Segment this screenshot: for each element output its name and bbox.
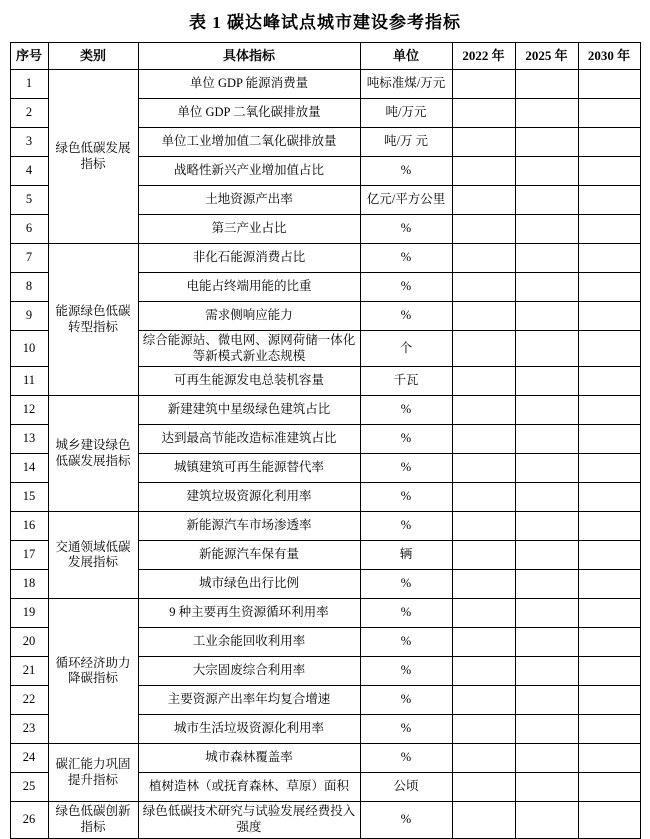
- row-value-2030[interactable]: [578, 273, 640, 302]
- row-indicator: 非化石能源消费占比: [138, 244, 360, 273]
- row-seq: 23: [10, 715, 48, 744]
- row-indicator: 绿色低碳技术研究与试验发展经费投入强度: [138, 802, 360, 838]
- row-unit: %: [360, 215, 452, 244]
- row-seq: 26: [10, 802, 48, 838]
- column-header-unit: 单位: [360, 43, 452, 70]
- row-unit: %: [360, 628, 452, 657]
- table-row: [10, 744, 640, 773]
- row-seq: 15: [10, 483, 48, 512]
- row-value-2022[interactable]: [452, 686, 515, 715]
- row-value-2025[interactable]: [515, 331, 578, 367]
- row-seq: 17: [10, 541, 48, 570]
- row-unit: %: [360, 715, 452, 744]
- row-seq: 21: [10, 657, 48, 686]
- row-value-2025[interactable]: [515, 483, 578, 512]
- table-row: [10, 244, 640, 273]
- row-value-2025[interactable]: [515, 599, 578, 628]
- row-value-2030[interactable]: [578, 425, 640, 454]
- row-value-2030[interactable]: [578, 628, 640, 657]
- row-indicator: 单位工业增加值二氧化碳排放量: [138, 128, 360, 157]
- row-unit: 个: [360, 331, 452, 367]
- category-cell: 循环经济助力降碳指标: [48, 599, 138, 744]
- row-unit: %: [360, 570, 452, 599]
- category-cell: 能源绿色低碳转型指标: [48, 244, 138, 396]
- row-indicator: 9 种主要再生资源循环利用率: [138, 599, 360, 628]
- row-seq: 11: [10, 367, 48, 396]
- page-title: 表 1 碳达峰试点城市建设参考指标: [189, 13, 461, 32]
- row-value-2022[interactable]: [452, 273, 515, 302]
- row-indicator: 城市森林覆盖率: [138, 744, 360, 773]
- row-value-2030[interactable]: [578, 802, 640, 838]
- row-value-2022[interactable]: [452, 331, 515, 367]
- row-value-2022[interactable]: [452, 512, 515, 541]
- row-seq: 8: [10, 273, 48, 302]
- row-unit: %: [360, 425, 452, 454]
- row-unit: %: [360, 244, 452, 273]
- row-indicator: 可再生能源发电总装机容量: [138, 367, 360, 396]
- row-unit: %: [360, 744, 452, 773]
- row-value-2022[interactable]: [452, 483, 515, 512]
- row-value-2030[interactable]: [578, 186, 640, 215]
- row-seq: 12: [10, 396, 48, 425]
- category-cell: 城乡建设绿色低碳发展指标: [48, 396, 138, 512]
- category-cell: 交通领域低碳发展指标: [48, 512, 138, 599]
- row-value-2022[interactable]: [452, 302, 515, 331]
- row-value-2025[interactable]: [515, 686, 578, 715]
- row-value-2025[interactable]: [515, 186, 578, 215]
- row-seq: 2: [10, 99, 48, 128]
- row-value-2030[interactable]: [578, 454, 640, 483]
- row-value-2022[interactable]: [452, 215, 515, 244]
- row-indicator: 城市绿色出行比例: [138, 570, 360, 599]
- row-indicator: 城镇建筑可再生能源替代率: [138, 454, 360, 483]
- row-value-2025[interactable]: [515, 773, 578, 802]
- indicator-table: [10, 42, 641, 839]
- row-indicator: 城市生活垃圾资源化利用率: [138, 715, 360, 744]
- row-value-2030[interactable]: [578, 686, 640, 715]
- table-header-row: [10, 43, 640, 70]
- row-value-2030[interactable]: [578, 157, 640, 186]
- row-unit: 亿元/平方公里: [360, 186, 452, 215]
- table-body: [10, 70, 640, 839]
- row-value-2025[interactable]: [515, 744, 578, 773]
- table-row: [10, 70, 640, 99]
- category-cell: 碳汇能力巩固提升指标: [48, 744, 138, 802]
- row-value-2022[interactable]: [452, 541, 515, 570]
- row-indicator: 战略性新兴产业增加值占比: [138, 157, 360, 186]
- table-row: [10, 802, 640, 838]
- row-value-2025[interactable]: [515, 99, 578, 128]
- row-seq: 20: [10, 628, 48, 657]
- row-value-2025[interactable]: [515, 802, 578, 838]
- row-unit: %: [360, 686, 452, 715]
- row-unit: %: [360, 599, 452, 628]
- row-value-2030[interactable]: [578, 396, 640, 425]
- row-value-2025[interactable]: [515, 302, 578, 331]
- row-unit: 吨/万元: [360, 99, 452, 128]
- row-value-2025[interactable]: [515, 244, 578, 273]
- column-header-seq: 序号: [10, 43, 48, 70]
- row-value-2025[interactable]: [515, 570, 578, 599]
- row-value-2025[interactable]: [515, 215, 578, 244]
- row-seq: 16: [10, 512, 48, 541]
- row-value-2030[interactable]: [578, 541, 640, 570]
- row-value-2030[interactable]: [578, 512, 640, 541]
- row-unit: %: [360, 483, 452, 512]
- row-value-2025[interactable]: [515, 541, 578, 570]
- row-value-2030[interactable]: [578, 215, 640, 244]
- row-value-2022[interactable]: [452, 599, 515, 628]
- row-value-2030[interactable]: [578, 128, 640, 157]
- row-value-2030[interactable]: [578, 483, 640, 512]
- row-seq: 9: [10, 302, 48, 331]
- row-indicator: 需求侧响应能力: [138, 302, 360, 331]
- column-header-indicator: 具体指标: [138, 43, 360, 70]
- row-value-2025[interactable]: [515, 425, 578, 454]
- column-header-year-2022: 2022 年: [452, 43, 515, 70]
- row-value-2022[interactable]: [452, 715, 515, 744]
- row-indicator: 工业余能回收利用率: [138, 628, 360, 657]
- column-header-year-2030: 2030 年: [578, 43, 640, 70]
- row-seq: 25: [10, 773, 48, 802]
- table-row: [10, 512, 640, 541]
- row-unit: %: [360, 396, 452, 425]
- row-value-2025[interactable]: [515, 715, 578, 744]
- row-seq: 10: [10, 331, 48, 367]
- row-value-2030[interactable]: [578, 599, 640, 628]
- row-unit: 辆: [360, 541, 452, 570]
- row-value-2025[interactable]: [515, 454, 578, 483]
- row-value-2025[interactable]: [515, 657, 578, 686]
- row-indicator: 主要资源产出率年均复合增速: [138, 686, 360, 715]
- row-value-2022[interactable]: [452, 425, 515, 454]
- row-indicator: 植树造林（或抚育森林、草原）面积: [138, 773, 360, 802]
- row-seq: 18: [10, 570, 48, 599]
- row-value-2022[interactable]: [452, 454, 515, 483]
- row-value-2025[interactable]: [515, 512, 578, 541]
- row-value-2030[interactable]: [578, 99, 640, 128]
- row-indicator: 建筑垃圾资源化利用率: [138, 483, 360, 512]
- row-seq: 13: [10, 425, 48, 454]
- table-row: [10, 396, 640, 425]
- row-value-2022[interactable]: [452, 186, 515, 215]
- row-indicator: 第三产业占比: [138, 215, 360, 244]
- row-indicator: 电能占终端用能的比重: [138, 273, 360, 302]
- row-seq: 19: [10, 599, 48, 628]
- row-indicator: 土地资源产出率: [138, 186, 360, 215]
- column-header-category: 类别: [48, 43, 138, 70]
- row-value-2022[interactable]: [452, 802, 515, 838]
- row-indicator: 综合能源站、微电网、源网荷储一体化等新模式新业态规模: [138, 331, 360, 367]
- row-value-2025[interactable]: [515, 128, 578, 157]
- row-indicator: 单位 GDP 能源消费量: [138, 70, 360, 99]
- row-value-2022[interactable]: [452, 744, 515, 773]
- row-value-2022[interactable]: [452, 396, 515, 425]
- row-indicator: 新建建筑中星级绿色建筑占比: [138, 396, 360, 425]
- row-value-2030[interactable]: [578, 570, 640, 599]
- row-value-2030[interactable]: [578, 367, 640, 396]
- row-value-2022[interactable]: [452, 99, 515, 128]
- row-indicator: 大宗固废综合利用率: [138, 657, 360, 686]
- row-unit: %: [360, 454, 452, 483]
- row-value-2022[interactable]: [452, 367, 515, 396]
- row-indicator: 新能源汽车市场渗透率: [138, 512, 360, 541]
- row-value-2030[interactable]: [578, 773, 640, 802]
- row-value-2030[interactable]: [578, 744, 640, 773]
- row-unit: 吨/万 元: [360, 128, 452, 157]
- category-cell: 绿色低碳创新指标: [48, 802, 138, 838]
- row-value-2025[interactable]: [515, 628, 578, 657]
- row-value-2022[interactable]: [452, 244, 515, 273]
- row-value-2025[interactable]: [515, 396, 578, 425]
- row-seq: 7: [10, 244, 48, 273]
- row-seq: 5: [10, 186, 48, 215]
- category-cell: 绿色低碳发展指标: [48, 70, 138, 244]
- row-indicator: 单位 GDP 二氧化碳排放量: [138, 99, 360, 128]
- row-value-2025[interactable]: [515, 273, 578, 302]
- row-value-2022[interactable]: [452, 628, 515, 657]
- row-value-2022[interactable]: [452, 570, 515, 599]
- row-unit: 公顷: [360, 773, 452, 802]
- row-value-2022[interactable]: [452, 128, 515, 157]
- row-seq: 1: [10, 70, 48, 99]
- row-value-2030[interactable]: [578, 331, 640, 367]
- row-value-2022[interactable]: [452, 657, 515, 686]
- row-value-2030[interactable]: [578, 715, 640, 744]
- row-unit: %: [360, 512, 452, 541]
- row-seq: 3: [10, 128, 48, 157]
- row-unit: 千瓦: [360, 367, 452, 396]
- row-unit: %: [360, 302, 452, 331]
- column-header-year-2025: 2025 年: [515, 43, 578, 70]
- table-row: [10, 599, 640, 628]
- row-unit: %: [360, 657, 452, 686]
- row-indicator: 达到最高节能改造标准建筑占比: [138, 425, 360, 454]
- row-unit: %: [360, 273, 452, 302]
- row-unit: %: [360, 802, 452, 838]
- row-value-2025[interactable]: [515, 70, 578, 99]
- row-value-2022[interactable]: [452, 773, 515, 802]
- row-indicator: 新能源汽车保有量: [138, 541, 360, 570]
- row-seq: 22: [10, 686, 48, 715]
- row-seq: 4: [10, 157, 48, 186]
- row-value-2025[interactable]: [515, 157, 578, 186]
- row-value-2022[interactable]: [452, 70, 515, 99]
- row-value-2030[interactable]: [578, 302, 640, 331]
- row-value-2030[interactable]: [578, 657, 640, 686]
- row-unit: %: [360, 157, 452, 186]
- row-value-2030[interactable]: [578, 70, 640, 99]
- row-seq: 14: [10, 454, 48, 483]
- row-value-2025[interactable]: [515, 367, 578, 396]
- row-unit: 吨标准煤/万元: [360, 70, 452, 99]
- row-seq: 6: [10, 215, 48, 244]
- row-value-2022[interactable]: [452, 157, 515, 186]
- row-seq: 24: [10, 744, 48, 773]
- row-value-2030[interactable]: [578, 244, 640, 273]
